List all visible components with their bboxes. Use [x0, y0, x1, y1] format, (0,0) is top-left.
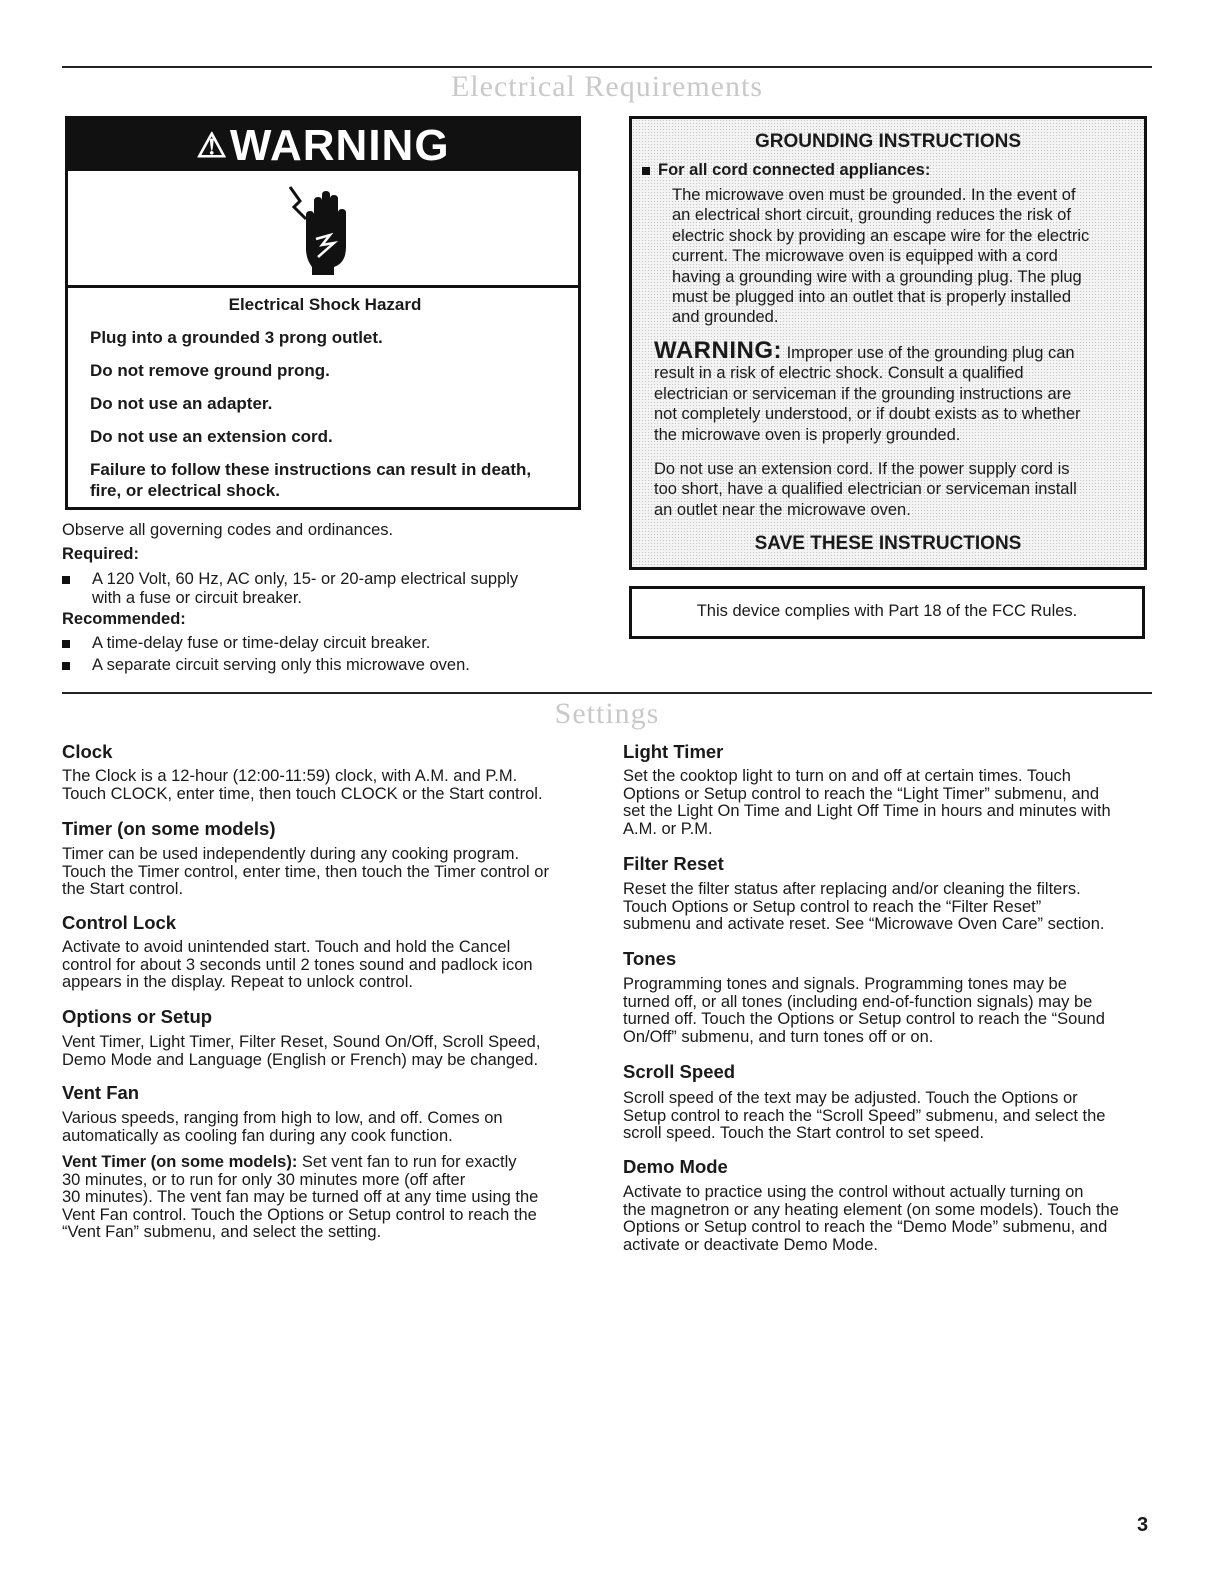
timer-paragraph [62, 846, 549, 899]
recommended-item [62, 656, 582, 675]
save-instructions-heading: SAVE THESE INSTRUCTIONS [754, 533, 1022, 554]
text-line: Various speeds, ranging from high to low, and off. Comes on [62, 1109, 503, 1127]
warning-header [68, 119, 578, 171]
text-line: the Start control. [62, 880, 184, 899]
text-line: Setup control to reach the “Scroll Speed” submenu, and select the [623, 1106, 1106, 1125]
text-line: 30 minutes, or to run for only 30 minutes more (off after [62, 1170, 466, 1189]
bullet-square-icon [642, 167, 650, 175]
text-line: turned off, or all tones (including end-of-function signals) may be [623, 992, 1093, 1011]
text-line: control for about 3 seconds until 2 tones sound and padlock icon [62, 955, 533, 974]
grounding-line: electric shock by providing an escape wire for the electric [672, 226, 1090, 245]
grounding-warning-word: WARNING: [654, 337, 782, 364]
vent-timer-paragraph [62, 1154, 538, 1242]
text-line: The Clock is a 12-hour (12:00-11:59) clock, with A.M. and P.M. [62, 767, 518, 785]
text-line: Set the cooktop light to turn on and off at certain times. Touch [623, 767, 1071, 785]
bullet-square-icon [62, 662, 70, 670]
required-label: Required: [62, 545, 140, 563]
warning-icon-area [68, 171, 578, 288]
text-line: 30 minutes). The vent fan may be turned off at any time using the [62, 1188, 539, 1207]
grounding-line: The microwave oven must be grounded. In the event of [672, 186, 1076, 204]
scroll-speed-heading: Scroll Speed [623, 1061, 736, 1082]
text-line: set the Light On Time and Light Off Time in hours and minutes with [623, 802, 1111, 821]
warning-line: Plug into a grounded 3 prong outlet. [90, 328, 383, 347]
grounding-warning-paragraph [654, 337, 1081, 445]
clock-paragraph [62, 768, 543, 803]
grounding-line: an electrical short circuit, grounding reduces the risk of [672, 206, 1071, 225]
bullet-square-icon [62, 576, 70, 584]
grounding-line: having a grounding wire with a grounding plug. The plug [672, 267, 1082, 286]
grounding-paragraph-3 [654, 459, 1077, 520]
grounding-line: an outlet near the microwave oven. [654, 500, 911, 519]
fcc-notice-text: This device complies with Part 18 of the FCC Rules. [696, 602, 1078, 620]
text-line: Options or Setup control to reach the “Light Timer” submenu, and [623, 784, 1100, 803]
light-timer-paragraph [623, 768, 1111, 838]
warning-line: Do not remove ground prong. [90, 361, 330, 380]
grounding-line: current. The microwave oven is equipped with a cord [672, 247, 1058, 266]
warning-line: fire, or electrical shock. [90, 481, 280, 500]
grounding-line: Do not use an extension cord. If the power supply cord is [654, 460, 1070, 478]
warning-line: Do not use an adapter. [90, 394, 273, 413]
grounding-instructions-box [629, 116, 1147, 570]
text-line: the magnetron or any heating element (on some models). Touch the [623, 1200, 1119, 1219]
text-line: Demo Mode and Language (English or French) may be changed. [62, 1050, 539, 1069]
text-line: Activate to avoid unintended start. Touch and hold the Cancel [62, 938, 511, 956]
warning-line: Do not use an extension cord. [90, 427, 333, 446]
text-line: Activate to practice using the control without actually turning on [623, 1183, 1084, 1201]
bullet-square-icon [62, 640, 70, 648]
light-timer-heading: Light Timer [623, 741, 724, 762]
grounding-line: must be plugged into an outlet that is properly installed [672, 288, 1071, 307]
top-rule [62, 66, 1152, 68]
text-line: appears in the display. Repeat to unlock control. [62, 973, 413, 992]
settings-section-title: Settings [554, 697, 660, 730]
demo-mode-heading: Demo Mode [623, 1156, 728, 1177]
text-line: Programming tones and signals. Programming tones may be [623, 975, 1067, 993]
text-line: Scroll speed of the text may be adjusted. Touch the Options or [623, 1089, 1078, 1107]
hazard-title: Electrical Shock Hazard [228, 295, 422, 314]
text-line: submenu and activate reset. See “Microwave Oven Care” section. [623, 915, 1105, 934]
text-line: Timer can be used independently during any cooking program. [62, 845, 520, 863]
grounding-line: not completely understood, or if doubt exists as to whether [654, 405, 1081, 424]
electric-shock-hand-icon [286, 179, 366, 279]
grounding-title: GROUNDING INSTRUCTIONS [755, 131, 1021, 152]
text-line: Vent Fan control. Touch the Options or Setup control to reach the [62, 1205, 537, 1224]
text-line: Touch Options or Setup control to reach the “Filter Reset” [623, 897, 1042, 916]
grounding-line: the microwave oven is properly grounded. [654, 425, 961, 444]
tones-heading: Tones [623, 948, 677, 969]
timer-heading: Timer (on some models) [62, 818, 276, 839]
vent-timer-label: Vent Timer (on some models): [62, 1153, 298, 1171]
observe-text: Observe all governing codes and ordinances. [62, 521, 394, 539]
text-line: Options or Setup control to reach the “Demo Mode” submenu, and [623, 1218, 1108, 1237]
text-line: “Vent Fan” submenu, and select the setting. [62, 1223, 382, 1242]
filter-reset-heading: Filter Reset [623, 853, 724, 874]
control-lock-paragraph [62, 939, 533, 992]
text-line: scroll speed. Touch the Start control to set speed. [623, 1124, 985, 1143]
text-line: Vent Timer, Light Timer, Filter Reset, Sound On/Off, Scroll Speed, [62, 1033, 541, 1051]
text-line: automatically as cooling fan during any cook function. [62, 1126, 453, 1145]
tones-paragraph [623, 976, 1105, 1046]
text-line: A.M. or P.M. [623, 819, 713, 838]
warning-box [65, 116, 581, 510]
scroll-speed-paragraph [623, 1090, 1105, 1143]
vent-fan-heading: Vent Fan [62, 1082, 140, 1103]
warning-header-label: WARNING [229, 121, 450, 170]
required-item-line: A 120 Volt, 60 Hz, AC only, 15- or 20-amp electrical supply [92, 570, 519, 588]
required-item-line: with a fuse or circuit breaker. [92, 589, 303, 607]
grounding-line: too short, have a qualified electrician or serviceman install [654, 480, 1077, 499]
fcc-notice-box [629, 586, 1145, 639]
grounding-line: Improper use of the grounding plug can [786, 344, 1075, 362]
settings-rule [62, 692, 1152, 694]
required-item [62, 570, 582, 608]
text-line: Set vent fan to run for exactly [297, 1153, 517, 1171]
grounding-paragraph-1 [672, 185, 1089, 328]
grounding-line: result in a risk of electric shock. Consult a qualified [654, 364, 1024, 383]
recommended-item-line: A separate circuit serving only this microwave oven. [92, 656, 470, 674]
warning-triangle-icon: ⚠ [196, 127, 228, 165]
options-setup-paragraph [62, 1034, 540, 1069]
grounding-line: electrician or serviceman if the grounding instructions are [654, 384, 1072, 403]
electrical-section-title: Electrical Requirements [450, 70, 764, 103]
warning-body [90, 295, 560, 513]
text-line: Touch CLOCK, enter time, then touch CLOCK or the Start control. [62, 784, 543, 803]
text-line: On/Off” submenu, and turn tones off or on. [623, 1027, 934, 1046]
text-line: Reset the filter status after replacing and/or cleaning the filters. [623, 880, 1081, 898]
clock-heading: Clock [62, 741, 113, 762]
recommended-item [62, 634, 582, 653]
text-line: Touch the Timer control, enter time, then touch the Timer control or [62, 862, 549, 881]
vent-fan-paragraph [62, 1110, 503, 1145]
recommended-item-line: A time-delay fuse or time-delay circuit breaker. [92, 634, 431, 652]
control-lock-heading: Control Lock [62, 912, 177, 933]
recommended-label: Recommended: [62, 610, 186, 628]
grounding-line: and grounded. [672, 308, 779, 327]
page-number: 3 [1137, 1514, 1149, 1536]
demo-mode-paragraph [623, 1184, 1119, 1254]
filter-reset-paragraph [623, 881, 1104, 934]
text-line: turned off. Touch the Options or Setup control to reach the “Sound [623, 1010, 1105, 1029]
text-line: activate or deactivate Demo Mode. [623, 1235, 878, 1254]
options-setup-heading: Options or Setup [62, 1006, 213, 1027]
warning-line: Failure to follow these instructions can result in death, [90, 460, 532, 479]
grounding-subhead: For all cord connected appliances: [658, 161, 931, 179]
